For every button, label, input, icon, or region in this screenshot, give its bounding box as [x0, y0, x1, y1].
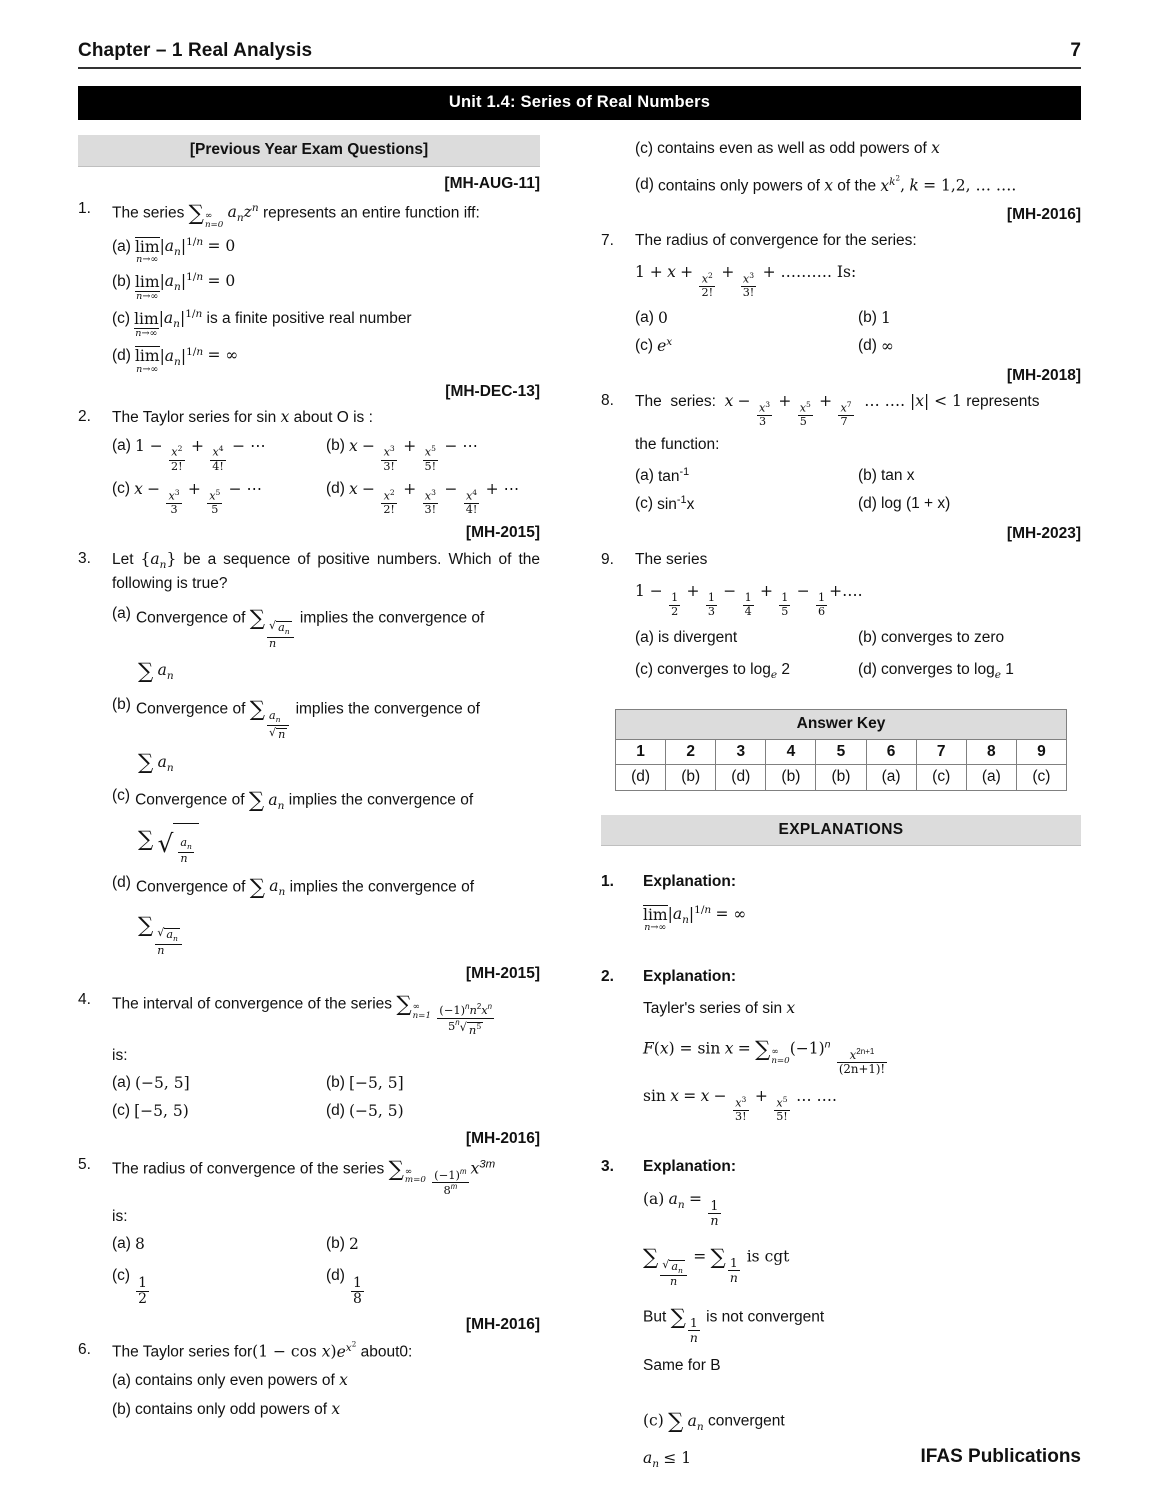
question-stem: The Taylor series for sin x about O is : (a) 1 − $\frac{x^2}{2!}$ + $\frac{x^4}{4!}$ − ⋯ (b) x − $\frac{x^3}{3!}$ + $\frac{x^5}{5!}$ − ⋯ (c) x − $\frac{x^3}{3}$ + $\frac{x^5}{5}$ − ⋯ (d) x − $\frac{x^2}{2!}$ + $\frac{x^3}{3!}$ − $\frac{x^4}{4!}$ + ⋯	[112, 406, 540, 516]
explanation-label: Explanation:	[643, 873, 737, 891]
option-c	[112, 1100, 326, 1122]
option-b-continued: ∑ $a_n$	[138, 750, 174, 776]
option-a	[112, 1369, 540, 1392]
option-d-continued: ∑ √ $a_n$ n	[138, 910, 540, 957]
option-label: (b)	[112, 272, 131, 290]
question-stem: The interval of convergence of the series ∑ ∞ n=1 $(-1)^nn^2x^n$ 5$^n$ √ $n^5$ is: (a) (−5, 5] (b) [−5, 5] (c) [−5, 5) (d) (−5, 5)	[112, 989, 540, 1122]
option-pair-cd	[112, 1100, 540, 1122]
option-value: $\tan^{-1}$	[657, 465, 690, 485]
question-5	[78, 1154, 540, 1308]
option-label: (a)	[112, 1235, 131, 1253]
option-value: contains only even powers of x	[134, 1371, 348, 1390]
option-value: lim n→∞ $|a_n|^{1/n}$ is a finite positive real number	[134, 308, 412, 340]
explanation-line-an: $a_n \le 1$	[643, 1449, 692, 1471]
option-value: log (1 + x)	[880, 495, 951, 513]
option-value: converges to zero	[880, 629, 1005, 647]
option-label: (d)	[858, 495, 877, 513]
option-a	[635, 307, 858, 329]
option-a	[635, 627, 858, 649]
option-c	[635, 137, 1081, 160]
option-value: converges to $\log_e 1$	[880, 660, 1014, 681]
question-number: 3.	[78, 549, 91, 567]
option-label: (d)	[326, 480, 345, 498]
option-d	[635, 173, 1081, 198]
question-7-stem-line1: The radius of convergence for the series:	[635, 231, 917, 249]
question-7-series: 1 + x + $\frac{x^2}{2!}$ + $\frac{x^3}{3!}$ + ………. Is:	[635, 263, 857, 299]
answer-key-number: 8	[966, 739, 1016, 765]
question-9-stem-line1: The series	[635, 550, 708, 568]
answer-key-answer: (d)	[716, 765, 766, 791]
option-pair-ab	[112, 435, 540, 473]
option-c	[112, 1265, 326, 1308]
answer-key-answer: (d)	[616, 765, 666, 791]
option-label: (d)	[635, 176, 654, 194]
option-a	[635, 465, 858, 489]
option-label: (b)	[858, 309, 877, 327]
question-number: 9.	[601, 550, 614, 568]
explanation-formula: lim n→∞ $|a_n|^{1/n}$ = ∞	[643, 903, 747, 933]
answer-key-number: 5	[816, 739, 866, 765]
option-a	[112, 235, 540, 265]
explanation-line-a: (a) $a_n$ = $\frac{1}{n}$	[643, 1189, 719, 1229]
question-stem: The radius of convergence of the series ∑ ∞ m=0 $\frac{(-1)^m}{8^m}$ $x^{3m}$ is: (a) 8 (b) 2 (c) $\frac{1}{2}$ (d) $\frac{1}{8}$	[112, 1154, 540, 1308]
explanation-label: Explanation:	[643, 967, 737, 985]
answer-key-table	[615, 709, 1067, 791]
exam-tag-q4: [MH-2015]	[465, 965, 540, 983]
page-number: 7	[1070, 40, 1081, 61]
spacer	[601, 933, 1081, 953]
option-value: $e^x$	[657, 335, 673, 356]
option-value: tan x	[880, 466, 915, 484]
question-number: 6.	[78, 1341, 91, 1359]
exam-tag-q9: [MH-2023]	[1006, 525, 1081, 543]
question-6	[78, 1339, 540, 1421]
explanation-line-1: Tayler's series of sin x	[643, 999, 796, 1018]
option-value: contains only powers of x of the $x^{k^2}$, k = 1,2, … ….	[657, 173, 1017, 195]
exam-tag-q6: [MH-2016]	[465, 1315, 540, 1333]
option-d	[858, 493, 1081, 517]
option-label: (a)	[635, 466, 654, 484]
question-stem: The series: x − $\frac{x^3}{3}$ + $\frac{x^5}{5}$ + $\frac{x^7}{7}$ … …. |x| < 1 represents the function: (a) $\tan^{-1}$ (b) tan x (c) $\sin^{-1}x$ (d) log (1 + x)	[635, 390, 1081, 517]
explanation-number: 2.	[601, 967, 614, 985]
option-b	[326, 435, 540, 473]
option-c	[635, 493, 858, 517]
question-6-options	[635, 137, 1081, 198]
option-c	[112, 307, 540, 339]
option-value: Convergence of ∑ $a_n$ implies the convergence of	[135, 788, 474, 814]
option-value: [−5, 5]	[348, 1074, 404, 1093]
option-b	[858, 627, 1081, 649]
explanation-label: Explanation:	[643, 1158, 737, 1176]
option-label: (d)	[858, 660, 877, 678]
question-stem	[635, 549, 1081, 684]
option-d	[326, 1100, 540, 1122]
option-a	[112, 435, 326, 473]
explanation-number: 3.	[601, 1158, 614, 1176]
question-number: 2.	[78, 408, 91, 426]
option-d	[112, 344, 540, 374]
option-value: $\frac{1}{2}$	[138, 1274, 147, 1308]
option-d	[112, 871, 540, 904]
question-number: 4.	[78, 990, 91, 1008]
option-value: Convergence of ∑ √ $a_n$ n implies the convergence of	[135, 605, 485, 650]
question-1	[78, 198, 540, 375]
option-label: (d)	[112, 874, 131, 892]
answer-key-answer: (c)	[916, 765, 966, 791]
option-pair-ab	[635, 627, 1081, 649]
option-value: Convergence of ∑ $a_n$ implies the convergence of	[135, 875, 475, 901]
option-b	[112, 270, 540, 302]
option-label: (c)	[112, 1101, 131, 1119]
option-value: x − $\frac{x^3}{3}$ + $\frac{x^5}{5}$ − ⋯	[134, 480, 263, 516]
option-label: (d)	[326, 1266, 345, 1284]
option-b	[326, 1072, 540, 1094]
option-label: (c)	[635, 495, 654, 513]
option-value: 0	[657, 309, 668, 328]
question-3	[78, 548, 540, 958]
option-value: 1 − $\frac{x^2}{2!}$ + $\frac{x^4}{4!}$ − ⋯	[134, 436, 266, 473]
answer-key-title-row	[616, 710, 1067, 740]
option-value: converges to $\log_e 2$	[657, 660, 790, 681]
question-number: 5.	[78, 1155, 91, 1173]
option-pair-ab	[635, 465, 1081, 489]
option-c	[635, 659, 858, 683]
option-label: (b)	[858, 629, 877, 647]
explanation-number: 1.	[601, 873, 614, 891]
exam-tag-q3: [MH-2015]	[465, 524, 540, 542]
option-c-continued: ∑ √ $\frac{a_n}{n}$	[138, 823, 540, 865]
right-column	[601, 135, 1081, 1473]
spacer	[601, 137, 635, 198]
option-label: (d)	[858, 336, 877, 354]
running-head	[78, 40, 1081, 69]
answer-key-number: 4	[766, 739, 816, 765]
option-b	[858, 465, 1081, 489]
option-label: (a)	[112, 604, 131, 622]
answer-key-answer: (c)	[1016, 765, 1066, 791]
option-value: x − $\frac{x^2}{2!}$ + $\frac{x^3}{3!}$ − $\frac{x^4}{4!}$ + ⋯	[348, 480, 520, 516]
explanation-3	[601, 1159, 1081, 1473]
option-value: 8	[134, 1235, 145, 1254]
option-label: (b)	[112, 696, 131, 713]
option-pair-cd	[635, 659, 1081, 683]
exam-tag-q2: [MH-DEC-13]	[445, 382, 540, 400]
question-number: 7.	[601, 231, 614, 249]
answer-key-number-row	[616, 739, 1067, 765]
question-stem: The series ∑ ∞ n=0 $a_nz^n$ represents an entire function iff: (a) lim n→∞ $|a_n|^{1/n} = 0$ (b) lim n→∞ $|a_n|^{1/n} = 0$ (c) lim n→∞ $|a_n|^{1/n}$ is a finite positive real number (d) lim n→∞ $|a_n|^{1/n}$ = ∞	[112, 198, 540, 375]
option-value: ∞	[880, 336, 894, 355]
answer-key-answer: (a)	[966, 765, 1016, 791]
option-value: contains even as well as odd powers of x	[657, 139, 940, 157]
spacer	[643, 1377, 1081, 1397]
previous-year-header: [Previous Year Exam Questions]	[78, 135, 540, 167]
option-value: (−5, 5)	[348, 1101, 404, 1120]
option-label: (b)	[326, 1235, 345, 1253]
option-b	[112, 1398, 540, 1421]
answer-key-answer-row	[616, 765, 1067, 791]
option-pair-cd	[635, 493, 1081, 517]
option-label: (b)	[326, 1074, 345, 1092]
answer-key-number: 6	[866, 739, 916, 765]
explanations-header: EXPLANATIONS	[601, 815, 1081, 847]
option-label: (c)	[112, 787, 131, 805]
option-value: x − $\frac{x^3}{3!}$ + $\frac{x^5}{5!}$ − ⋯	[348, 436, 478, 473]
question-stem: Let $\{a_n\}$ be a sequence of positive numbers. Which of the following is true? (a) Convergence of ∑ √ $a_n$ n implies the convergence of ∑ $a_n$ (b) Convergence of ∑ $a_n$ √ n implies the convergence of ∑ $a_n$ (c) Convergence of ∑ $a_n$ implies the convergence of ∑ √ $\frac{a_n}{n}$ (d) Convergence of ∑ $a_n$ implies the convergence of ∑ √ $a_n$ n	[112, 549, 540, 957]
answer-key-number: 7	[916, 739, 966, 765]
explanation-body	[643, 969, 1081, 1124]
explanation-line-same: Same for B	[643, 1356, 721, 1374]
answer-key-answer: (b)	[816, 765, 866, 791]
option-c	[112, 478, 326, 516]
option-label: (a)	[635, 309, 654, 327]
two-column-body	[78, 135, 1081, 1473]
question-stem: The Taylor series $for(1 - \cos x)e^{x^2}$ about0: (a) contains only even powers of x (b) contains only odd powers of x	[112, 1339, 540, 1421]
option-b	[858, 307, 1081, 329]
option-label: (c)	[112, 310, 131, 328]
option-value: Convergence of ∑ $a_n$ √ n implies the convergence of	[135, 697, 480, 741]
explanation-line-2: F(x) = sin x = ∑ ∞ n=0 $(-1)^n$ $\frac{x^{2n+1}}{(2n+1)!}$	[643, 1036, 886, 1076]
explanation-line-but: But ∑ $\frac{1}{n}$ is not convergent	[643, 1304, 825, 1346]
option-d	[326, 1265, 540, 1308]
option-label: (c)	[635, 660, 654, 678]
question-number: 8.	[601, 392, 614, 410]
explanation-2	[601, 969, 1081, 1124]
answer-key-number: 9	[1016, 739, 1066, 765]
option-label: (b)	[112, 1400, 131, 1418]
option-pair-ab	[112, 1072, 540, 1094]
option-label: (c)	[112, 480, 131, 498]
option-label: (a)	[635, 629, 654, 647]
explanation-line-3: sin x = x − $\frac{x^3}{3!}$ + $\frac{x^5}{5!}$ … ….	[643, 1087, 837, 1123]
option-label: (a)	[112, 436, 131, 454]
question-9	[601, 549, 1081, 684]
option-value: lim n→∞ $|a_n|^{1/n}$ = ∞	[134, 345, 239, 375]
option-label: (c)	[635, 336, 654, 354]
answer-key-number: 3	[716, 739, 766, 765]
exam-tag-q8: [MH-2018]	[1006, 366, 1081, 384]
option-label: (b)	[858, 466, 877, 484]
option-label: (c)	[112, 1266, 131, 1284]
option-value: lim n→∞ $|a_n|^{1/n} = 0$	[134, 270, 236, 303]
option-value: $\frac{1}{8}$	[352, 1274, 362, 1308]
unit-banner: Unit 1.4: Series of Real Numbers	[78, 86, 1081, 120]
question-number: 1.	[78, 200, 91, 217]
answer-key-answer: (b)	[766, 765, 816, 791]
option-d	[858, 659, 1081, 683]
explanation-body	[643, 874, 1081, 933]
option-pair-cd	[635, 335, 1081, 359]
spacer	[601, 1123, 1081, 1143]
exam-tag-q5: [MH-2016]	[465, 1130, 540, 1147]
option-value: contains only odd powers of x	[134, 1399, 341, 1418]
answer-key-title: Answer Key	[616, 710, 1067, 740]
option-value: [−5, 5)	[134, 1101, 189, 1120]
answer-key-number: 1	[616, 739, 666, 765]
question-8	[601, 390, 1081, 517]
option-value: lim n→∞ $|a_n|^{1/n} = 0$	[134, 235, 236, 265]
question-7	[601, 230, 1081, 359]
question-6-continued	[601, 137, 1081, 198]
answer-key-wrapper	[601, 709, 1081, 791]
option-value: 2	[348, 1235, 359, 1254]
option-label: (b)	[326, 436, 345, 454]
explanation-body	[643, 1159, 1081, 1473]
option-b	[326, 1233, 540, 1255]
option-a-continued: ∑ $a_n$	[138, 658, 174, 684]
option-label: (a)	[112, 1074, 131, 1092]
option-label: (a)	[112, 1372, 131, 1390]
explanations-section	[601, 815, 1081, 1474]
option-value: $\sin^{-1}x$	[657, 494, 695, 514]
footer-publisher: IFAS Publications	[920, 1446, 1081, 1467]
option-label: (d)	[112, 347, 131, 365]
option-value: is divergent	[657, 629, 738, 647]
explanation-line-sum: ∑ √ $a_n$ n = ∑ $\frac{1}{n}$ is cgt	[643, 1244, 790, 1289]
option-pair-ab	[112, 1233, 540, 1255]
option-value: 1	[880, 309, 891, 328]
left-column	[78, 135, 558, 1473]
chapter-title: Chapter – 1 Real Analysis	[78, 40, 313, 61]
option-a	[112, 1072, 326, 1094]
answer-key-answer: (b)	[666, 765, 716, 791]
option-pair-cd	[112, 1265, 540, 1308]
option-label: (c)	[635, 140, 654, 157]
option-label: (a)	[112, 237, 131, 255]
explanation-1	[601, 874, 1081, 933]
exam-tag-q1: [MH-AUG-11]	[444, 174, 540, 192]
option-c	[635, 335, 858, 359]
option-a	[112, 1233, 326, 1255]
option-d	[858, 335, 1081, 359]
option-b	[112, 693, 540, 741]
question-stem	[635, 230, 1081, 359]
option-pair-cd	[112, 478, 540, 516]
answer-key-answer: (a)	[866, 765, 916, 791]
option-pair-ab	[635, 307, 1081, 329]
option-a	[112, 602, 540, 650]
option-value: (−5, 5]	[134, 1074, 190, 1093]
exam-tag-q7: [MH-2016]	[1006, 206, 1081, 224]
option-label: (d)	[326, 1101, 345, 1119]
question-4	[78, 989, 540, 1122]
option-c	[112, 784, 540, 817]
option-d	[326, 478, 540, 516]
explanation-line-c: (c) ∑ $a_n$ convergent	[643, 1409, 785, 1435]
question-2	[78, 406, 540, 516]
question-9-series: 1 − $\frac{1}{2}$ + $\frac{1}{3}$ − $\frac{1}{4}$ + $\frac{1}{5}$ − $\frac{1}{6}$ +….	[635, 582, 863, 618]
answer-key-number: 2	[666, 739, 716, 765]
